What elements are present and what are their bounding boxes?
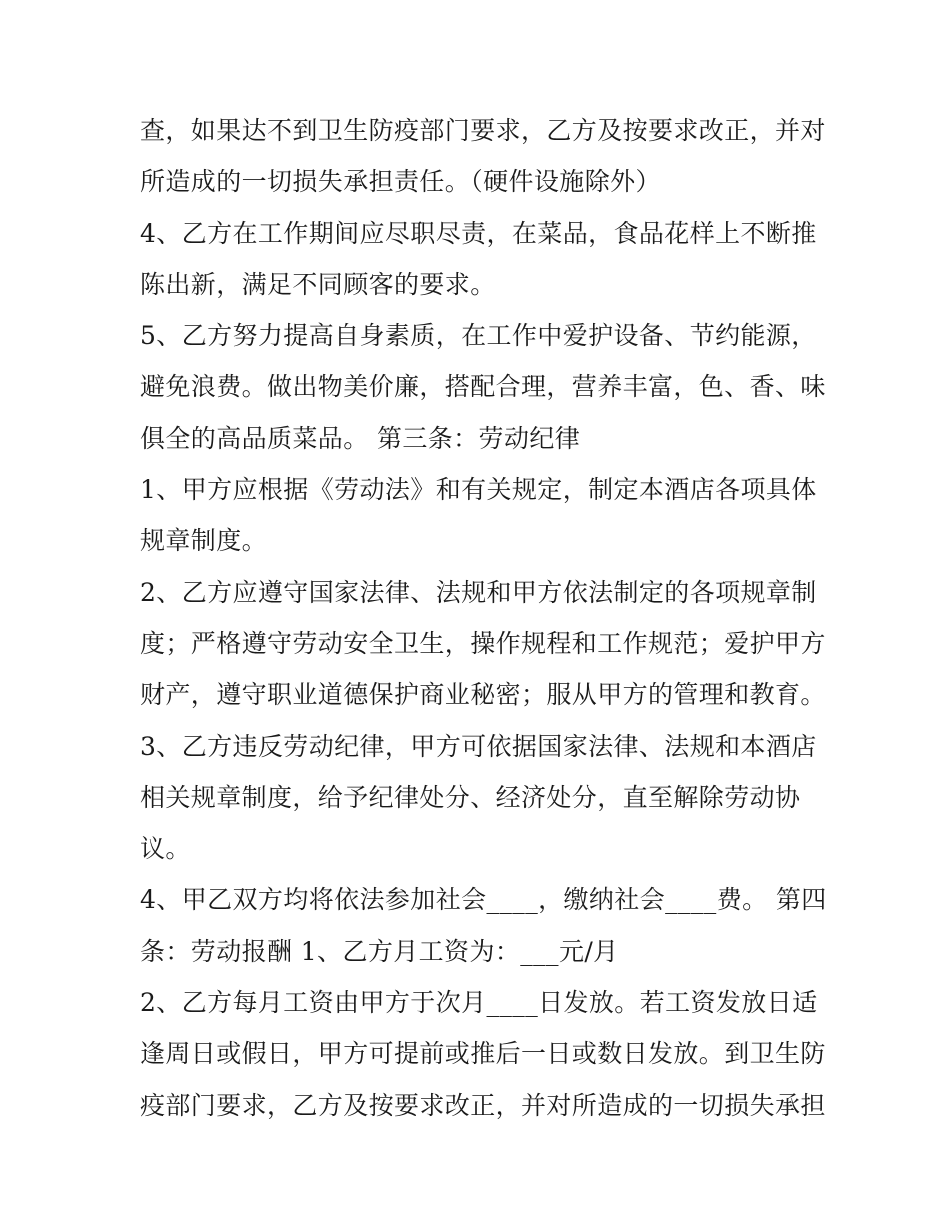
- contract-text-body: [140, 105, 827, 1131]
- text-line-14: 相关规章制度，给予纪律处分、经济处分，直至解除劳动协: [140, 782, 801, 812]
- text-line-6: 避免浪费。做出物美价廉，搭配合理，营养丰富，色、香、味: [140, 372, 826, 402]
- text-line-18: 2、乙方每月工资由甲方于次月____日发放。若工资发放日适: [140, 988, 818, 1018]
- text-line-5: 5、乙方努力提高自身素质，在工作中爱护设备、节约能源，: [140, 321, 817, 351]
- text-line-13: 3、乙方违反劳动纪律，甲方可依据国家法律、法规和本酒店: [140, 731, 817, 761]
- text-line-17: 条：劳动报酬 1、乙方月工资为：___元/月: [140, 936, 619, 966]
- text-line-19: 逢周日或假日，甲方可提前或推后一日或数日发放。到卫生防: [140, 1039, 826, 1069]
- text-line-2: 所造成的一切损失承担责任。（硬件设施除外）: [140, 167, 661, 197]
- text-line-1: 查，如果达不到卫生防疫部门要求，乙方及按要求改正，并对: [140, 116, 826, 145]
- text-line-15: 议。: [140, 834, 191, 864]
- text-line-16: 4、甲乙双方均将依法参加社会____，缴纳社会____费。 第四: [140, 885, 827, 915]
- text-line-20: 疫部门要求，乙方及按要求改正，并对所造成的一切损失承担: [140, 1090, 826, 1120]
- text-line-7: 俱全的高品质菜品。 第三条：劳动纪律: [140, 423, 581, 453]
- text-line-11: 度；严格遵守劳动安全卫生，操作规程和工作规范；爱护甲方: [140, 628, 826, 658]
- text-line-4: 陈出新，满足不同顾客的要求。: [140, 269, 496, 299]
- text-line-3: 4、乙方在工作期间应尽职尽责，在菜品，食品花样上不断推: [140, 218, 817, 248]
- text-line-10: 2、乙方应遵守国家法律、法规和甲方依法制定的各项规章制: [140, 577, 817, 607]
- text-line-9: 规章制度。: [140, 526, 268, 556]
- text-line-12: 财产，遵守职业道德保护商业秘密；服从甲方的管理和教育。: [140, 680, 826, 710]
- text-line-8: 1、甲方应根据《劳动法》和有关规定，制定本酒店各项具体: [140, 475, 817, 505]
